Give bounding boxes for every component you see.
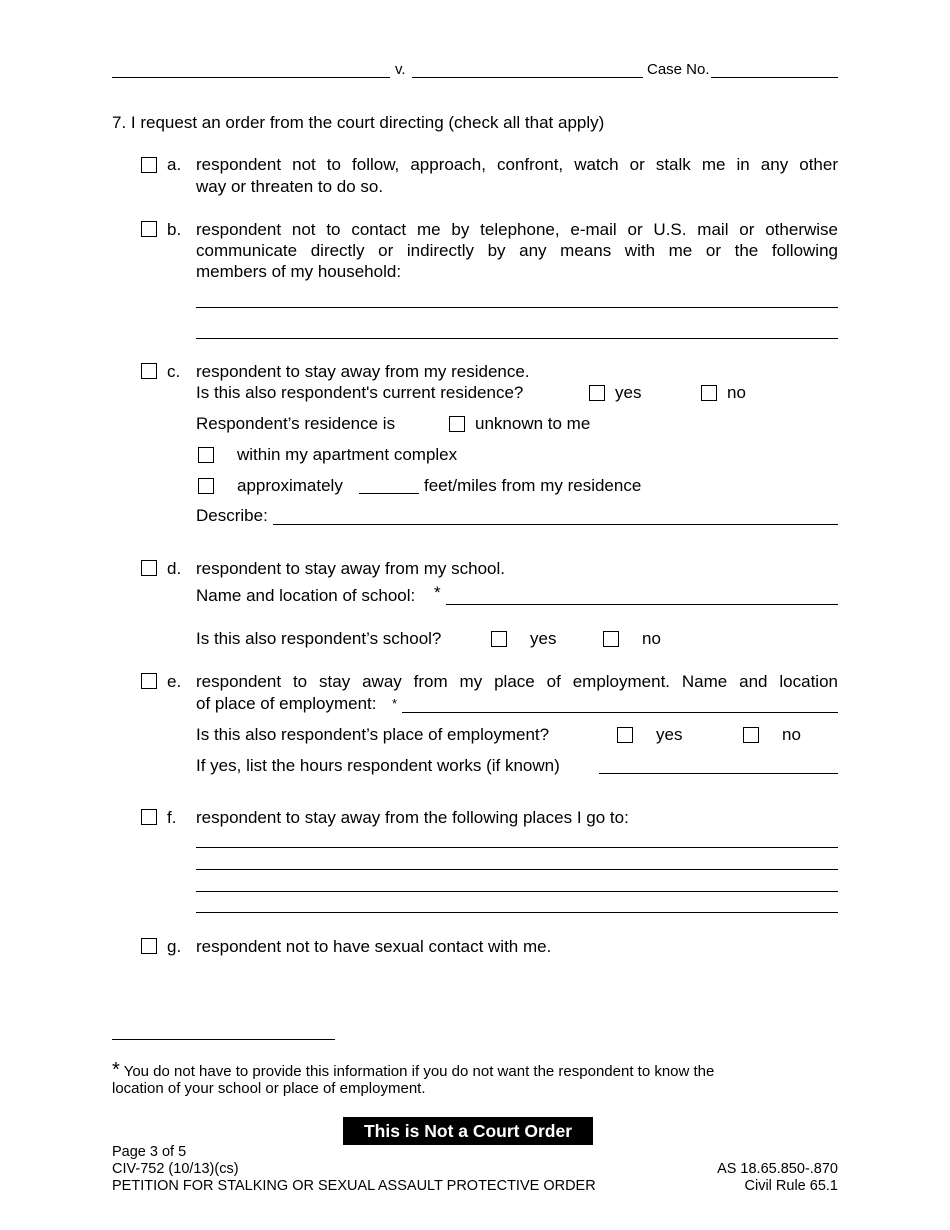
item-d-line1: respondent to stay away from my school.	[196, 559, 505, 578]
household-members-line-1[interactable]	[196, 307, 838, 308]
item-c-no-label: no	[727, 383, 746, 402]
footnote-text-1: You do not have to provide this information if you do not want the respondent to know the	[119, 1063, 715, 1080]
item-c-letter: c.	[167, 362, 181, 381]
describe-line[interactable]	[273, 524, 838, 525]
employment-line[interactable]	[402, 712, 838, 713]
checkbox-c-no[interactable]	[701, 385, 717, 401]
section-intro: 7. I request an order from the court directing (check all that apply)	[112, 113, 605, 132]
item-a-line1: respondent not to follow, approach, confront, watch or stalk me in any other	[196, 155, 838, 174]
hours-line[interactable]	[599, 773, 838, 774]
item-e-no-label: no	[782, 725, 801, 744]
places-line-3[interactable]	[196, 891, 838, 892]
item-b-line2: communicate directly or indirectly by any means with me or the following	[196, 241, 838, 260]
employment-asterisk: *	[392, 696, 398, 711]
distance-line[interactable]	[359, 493, 419, 494]
footnote-divider	[112, 1039, 335, 1040]
checkbox-b[interactable]	[141, 221, 157, 237]
footnote-mark: *	[112, 1059, 120, 1081]
case-no-label: Case No.	[647, 61, 710, 78]
form-number: CIV-752 (10/13)(cs)	[112, 1161, 239, 1177]
school-label: Name and location of school:	[196, 586, 416, 605]
places-line-2[interactable]	[196, 869, 838, 870]
footnote-line1	[112, 1059, 714, 1082]
item-e-line1: respondent to stay away from my place of employment. Name and location	[196, 672, 838, 691]
checkbox-c-apartment[interactable]	[198, 447, 214, 463]
checkbox-c-approx[interactable]	[198, 478, 214, 494]
item-d-question: Is this also respondent’s school?	[196, 629, 442, 648]
page-number: Page 3 of 5	[112, 1144, 187, 1160]
checkbox-d-no[interactable]	[603, 631, 619, 647]
checkbox-c-yes[interactable]	[589, 385, 605, 401]
checkbox-e-no[interactable]	[743, 727, 759, 743]
defendant-name-line[interactable]	[412, 77, 643, 78]
residence-label: Respondent’s residence is	[196, 414, 396, 433]
item-a-letter: a.	[167, 155, 182, 174]
places-line-4[interactable]	[196, 912, 838, 913]
approx-label: approximately	[237, 476, 343, 495]
describe-label: Describe:	[196, 506, 268, 525]
checkbox-f[interactable]	[141, 809, 157, 825]
school-asterisk: *	[434, 583, 441, 602]
item-f-line1: respondent to stay away from the following places I go to:	[196, 808, 629, 827]
item-e-yes-label: yes	[656, 725, 683, 744]
places-line-1[interactable]	[196, 847, 838, 848]
item-e-line2: of place of employment:	[196, 694, 377, 713]
item-c-yes-label: yes	[615, 383, 642, 402]
item-e-question: Is this also respondent’s place of employment?	[196, 725, 550, 744]
checkbox-e-yes[interactable]	[617, 727, 633, 743]
item-e-letter: e.	[167, 672, 182, 691]
checkbox-d-yes[interactable]	[491, 631, 507, 647]
unknown-label: unknown to me	[475, 414, 591, 433]
civil-rule-ref: Civil Rule 65.1	[744, 1178, 838, 1194]
footnote-line2: location of your school or place of employment.	[112, 1080, 426, 1097]
statute-ref: AS 18.65.850-.870	[717, 1161, 838, 1177]
apartment-label: within my apartment complex	[237, 445, 458, 464]
household-members-line-2[interactable]	[196, 338, 838, 339]
item-c-question: Is this also respondent's current residence?	[196, 383, 524, 402]
checkbox-e[interactable]	[141, 673, 157, 689]
checkbox-a[interactable]	[141, 157, 157, 173]
checkbox-c[interactable]	[141, 363, 157, 379]
item-g-letter: g.	[167, 937, 182, 956]
item-d-letter: d.	[167, 559, 182, 578]
item-b-letter: b.	[167, 220, 182, 239]
plaintiff-name-line[interactable]	[112, 77, 390, 78]
checkbox-c-unknown[interactable]	[449, 416, 465, 432]
hours-label: If yes, list the hours respondent works (if known)	[196, 756, 560, 775]
item-d-no-label: no	[642, 629, 661, 648]
item-c-line1: respondent to stay away from my residence.	[196, 362, 530, 381]
item-b-line1: respondent not to contact me by telephone, e-mail or U.S. mail or otherwise	[196, 220, 838, 239]
item-f-letter: f.	[167, 808, 177, 827]
checkbox-g[interactable]	[141, 938, 157, 954]
checkbox-d[interactable]	[141, 560, 157, 576]
school-line[interactable]	[446, 604, 838, 605]
item-a-line2: way or threaten to do so.	[196, 177, 384, 196]
item-b-line3: members of my household:	[196, 262, 402, 281]
item-g-line1: respondent not to have sexual contact with me.	[196, 937, 552, 956]
item-d-yes-label: yes	[530, 629, 557, 648]
versus-label: v.	[395, 61, 406, 78]
case-no-line[interactable]	[711, 77, 838, 78]
feet-miles-label: feet/miles from my residence	[424, 476, 642, 495]
not-court-order-banner: This is Not a Court Order	[343, 1117, 593, 1145]
form-title: PETITION FOR STALKING OR SEXUAL ASSAULT PROTECTIVE ORDER	[112, 1178, 596, 1194]
